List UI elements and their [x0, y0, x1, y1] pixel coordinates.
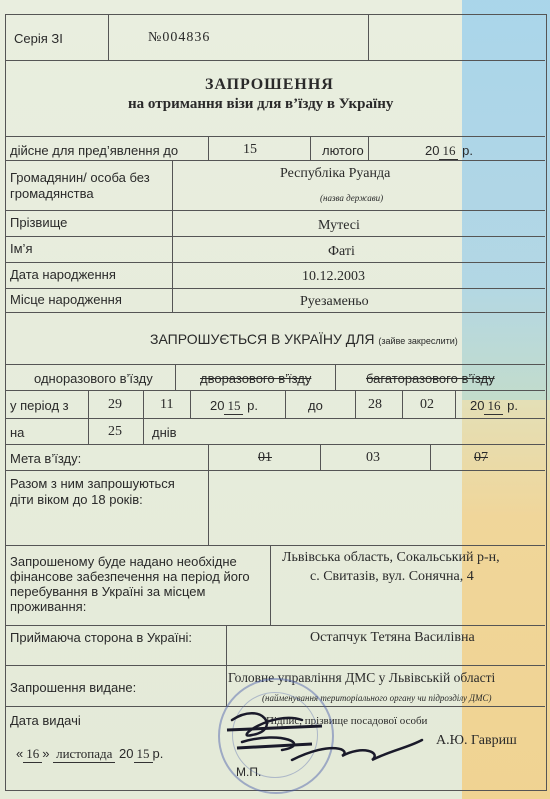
period-label: у період з — [10, 398, 69, 413]
issued-by-label: Запрошення видане: — [10, 680, 137, 695]
duration-label: на — [10, 425, 25, 440]
signatory-name: А.Ю. Гавриш — [436, 733, 517, 748]
name-value: Фаті — [328, 244, 355, 259]
birth-place-label: Місце народження — [10, 292, 122, 307]
document-number: №004836 — [148, 30, 211, 45]
host-value: Остапчук Тетяна Василівна — [310, 630, 475, 645]
surname-value: Мутесі — [318, 218, 360, 233]
entry-multiple: багаторазового в’їзду — [366, 371, 495, 386]
stamp-mark: М.П. — [236, 765, 262, 779]
support-label: Запрошеному буде надано необхідне фінансове забезпечення на період його перебування в Україні за місцем проживання: — [10, 554, 250, 614]
support-address-line-1: Львівська область, Сокальський р-н, — [282, 550, 500, 565]
host-label: Приймаюча сторона в Україні: — [10, 630, 192, 645]
name-label: Ім’я — [10, 241, 33, 256]
series: Серія ЗІ — [14, 31, 63, 46]
surname-label: Прізвище — [10, 215, 68, 230]
period-to-label: до — [308, 398, 323, 413]
validity-day: 15 — [243, 142, 257, 157]
invite-heading: ЗАПРОШУЄТЬСЯ В УКРАЇНУ ДЛЯ (зайве закреслити) — [150, 331, 458, 347]
period-to-day: 28 — [368, 397, 382, 412]
validity-label: дійсне для пред’явлення до — [10, 143, 179, 158]
period-from-year: 20 15 р. — [210, 398, 258, 413]
children-label: Разом з ним запрошуються діти віком до 18 років: — [10, 476, 175, 507]
citizen-value: Республіка Руанда — [280, 166, 391, 181]
period-to-year: 20 16 р. — [470, 398, 518, 413]
handwritten-signature — [222, 690, 432, 770]
purpose-option-03: 03 — [366, 450, 380, 465]
issue-date-label: Дата видачі — [10, 713, 81, 728]
entry-single: одноразового в’їзду — [34, 371, 153, 386]
period-to-month: 02 — [420, 397, 434, 412]
purpose-option-07: 07 — [474, 450, 488, 465]
period-from-month: 11 — [160, 397, 174, 412]
period-from-day: 29 — [108, 397, 122, 412]
signature-label: Підпис, прізвище посадової особи — [266, 715, 428, 727]
purpose-option-01: 01 — [258, 450, 272, 465]
citizen-hint: (назва держави) — [320, 193, 384, 203]
duration-value: 25 — [108, 424, 122, 439]
support-address-line-2: с. Свитазів, вул. Сонячна, 4 — [310, 569, 474, 584]
issue-date-value: « 16 » листопада 20 15 р. — [16, 746, 164, 761]
entry-double: дворазового в’їзду — [200, 371, 312, 386]
birth-date-value: 10.12.2003 — [302, 269, 365, 284]
duration-unit: днів — [152, 425, 177, 440]
issued-by-value: Головне управління ДМС у Львівській області — [228, 670, 496, 685]
purpose-label: Мета в’їзду: — [10, 451, 82, 466]
citizen-label: Громадянин/ особа без громадянства — [10, 170, 150, 201]
page-subtitle: на отримання візи для в’їзду в Україну — [128, 96, 394, 112]
birth-date-label: Дата народження — [10, 267, 116, 282]
page-title: ЗАПРОШЕННЯ — [205, 76, 334, 93]
validity-year: 20 16 р. — [425, 143, 473, 158]
birth-place-value: Руезаменьо — [300, 294, 369, 309]
validity-month: лютого — [322, 143, 364, 158]
issued-by-hint: (найменування територіального органу чи підрозділу ДМС) — [262, 693, 492, 703]
